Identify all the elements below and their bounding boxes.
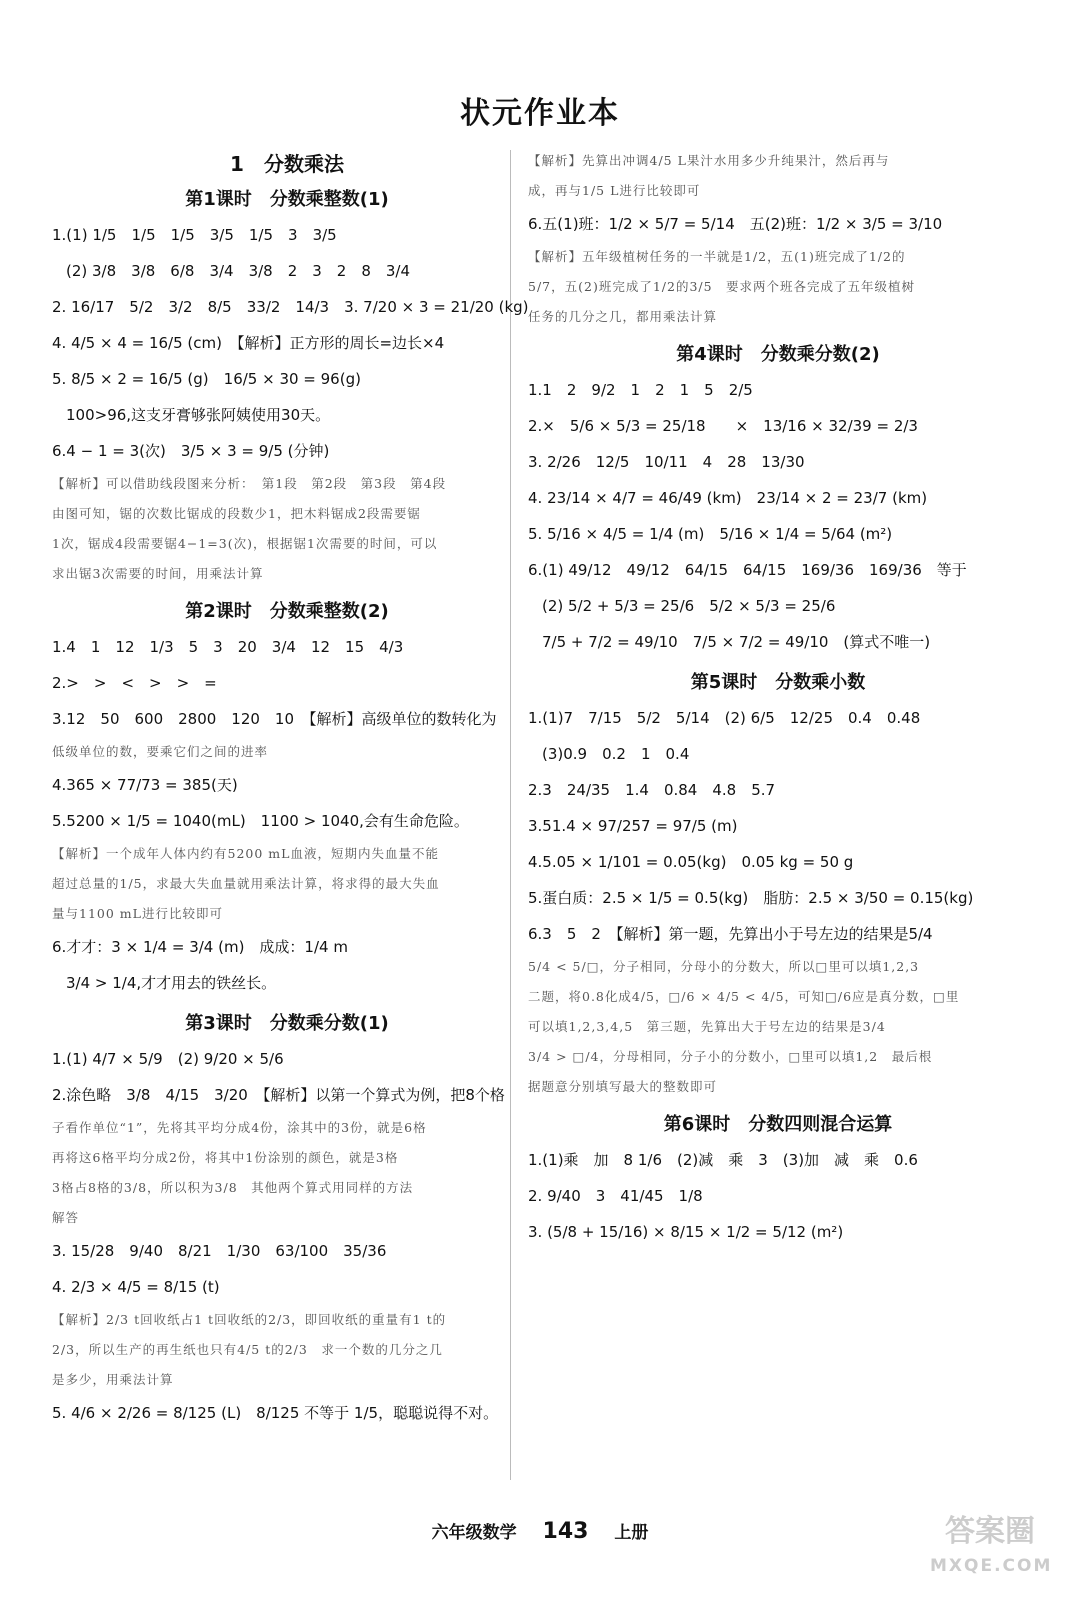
analysis-note: 解答 xyxy=(52,1210,80,1225)
analysis-note: 【解析】2/3 t回收纸占1 t回收纸的2/3，即回收纸的重量有1 t的 xyxy=(52,1312,447,1327)
analysis-note: 是多少，用乘法计算 xyxy=(52,1372,174,1387)
answer-line: 1.(1)乘 加 8 1/6 (2)减 乘 3 (3)加 减 乘 0.6 xyxy=(528,1151,918,1169)
answer-line: 3. (5/8 + 15/16) × 8/15 × 1/2 = 5/12 (m²) xyxy=(528,1223,844,1241)
analysis-note: 2/3，所以生产的再生纸也只有4/5 t的2/3 求一个数的几分之几 xyxy=(52,1342,443,1357)
lesson-heading: 第2课时 分数乘整数(2) xyxy=(185,601,389,622)
analysis-note: 3格占8格的3/8，所以积为3/8 其他两个算式用同样的方法 xyxy=(52,1180,414,1195)
analysis-note: 二题，将0.8化成4/5，□/6 × 4/5 < 4/5，可知□/6应是真分数，□里 xyxy=(528,989,960,1004)
lesson-heading: 第4课时 分数乘分数(2) xyxy=(676,344,880,365)
footer xyxy=(0,1518,1080,1544)
watermark-logo xyxy=(930,1514,1053,1585)
answer-line: 2.涂色略 3/8 4/15 3/20 【解析】以第一个算式为例，把8个格 xyxy=(52,1086,505,1104)
answer-line: 2.3 24/35 1.4 0.84 4.8 5.7 xyxy=(528,781,776,799)
answer-line: 100>96,这支牙膏够张阿姨使用30天。 xyxy=(66,406,331,424)
answer-line: 1.(1) 1/5 1/5 1/5 3/5 1/5 3 3/5 xyxy=(52,226,337,244)
footer-grade: 六年级数学 xyxy=(431,1523,517,1543)
answer-line: 1.(1)7 7/15 5/2 5/14 (2) 6/5 12/25 0.4 0.48 xyxy=(528,709,921,727)
answer-line: (2) 5/2 + 5/3 = 25/6 5/2 × 5/3 = 25/6 xyxy=(542,597,836,615)
analysis-note: 【解析】可以借助线段图来分析： 第1段 第2段 第3段 第4段 xyxy=(52,476,447,491)
analysis-note: 1次，锯成4段需要锯4−1=3(次)，根据锯1次需要的时间，可以 xyxy=(52,536,438,551)
analysis-note: 超过总量的1/5，求最大失血量就用乘法计算，将求得的最大失血 xyxy=(52,876,440,891)
answer-line: 6.4 − 1 = 3(次) 3/5 × 3 = 9/5 (分钟) xyxy=(52,442,330,460)
answer-line: 3.12 50 600 2800 120 10 【解析】高级单位的数转化为 xyxy=(52,710,497,728)
analysis-note: 任务的几分之几，都用乘法计算 xyxy=(528,309,718,324)
answer-line: 5.5200 × 1/5 = 1040(mL) 1100 > 1040,会有生命危险。 xyxy=(52,812,469,830)
footer-volume: 上册 xyxy=(614,1523,649,1543)
answer-line: 6.(1) 49/12 49/12 64/15 64/15 169/36 169/36 等于 xyxy=(528,561,967,579)
analysis-note: 低级单位的数，要乘它们之间的进率 xyxy=(52,744,269,759)
answer-line: 4. 2/3 × 4/5 = 8/15 (t) xyxy=(52,1278,220,1296)
answer-line: 2.× 5/6 × 5/3 = 25/18 × 13/16 × 32/39 = 2/3 xyxy=(528,417,918,435)
analysis-note: 【解析】一个成年人体内约有5200 mL血液，短期内失血量不能 xyxy=(52,846,439,861)
left-column xyxy=(52,146,529,1431)
answer-line: 4. 23/14 × 4/7 = 46/49 (km) 23/14 × 2 = 23/7 (km) xyxy=(528,489,928,507)
analysis-note: 量与1100 mL进行比较即可 xyxy=(52,906,223,921)
answer-line: 4.365 × 77/73 = 385(天) xyxy=(52,776,238,794)
answer-line: 5. 5/16 × 4/5 = 1/4 (m) 5/16 × 1/4 = 5/64 (m²) xyxy=(528,525,893,543)
answer-line: (3)0.9 0.2 1 0.4 xyxy=(542,745,690,763)
analysis-note: 求出锯3次需要的时间，用乘法计算 xyxy=(52,566,264,581)
chapter-heading: 1 分数乘法 xyxy=(230,152,344,176)
analysis-note: 成，再与1/5 L进行比较即可 xyxy=(528,183,701,198)
answer-line: 3. 2/26 12/5 10/11 4 28 13/30 xyxy=(528,453,805,471)
analysis-note: 3/4 > □/4，分母相同，分子小的分数小，□里可以填1,2 最后根 xyxy=(528,1049,933,1064)
answer-line: 2.> > < > > = xyxy=(52,674,217,692)
lesson-heading: 第3课时 分数乘分数(1) xyxy=(185,1013,389,1034)
answer-line: 5.蛋白质：2.5 × 1/5 = 0.5(kg) 脂肪：2.5 × 3/50 = 0.15(kg) xyxy=(528,889,974,907)
answer-line: 7/5 + 7/2 = 49/10 7/5 × 7/2 = 49/10 (算式不唯一) xyxy=(542,633,931,651)
analysis-note: 子看作单位“1”，先将其平均分成4份，涂其中的3份，就是6格 xyxy=(52,1120,427,1135)
answer-line: 5. 8/5 × 2 = 16/5 (g) 16/5 × 30 = 96(g) xyxy=(52,370,361,388)
analysis-note: 5/7，五(2)班完成了1/2的3/5 要求两个班各完成了五年级植树 xyxy=(528,279,916,294)
answer-line: 3.51.4 × 97/257 = 97/5 (m) xyxy=(528,817,738,835)
analysis-note: 【解析】先算出冲调4/5 L果汁水用多少升纯果汁，然后再与 xyxy=(528,153,890,168)
answer-line: 1.4 1 12 1/3 5 3 20 3/4 12 15 4/3 xyxy=(52,638,404,656)
answer-line: 2. 16/17 5/2 3/2 8/5 33/2 14/3 3. 7/20 × 3 = 21/20 (kg) xyxy=(52,298,529,316)
page-number: 143 xyxy=(542,1519,589,1544)
answer-line: 4.5.05 × 1/101 = 0.05(kg) 0.05 kg = 50 g xyxy=(528,853,854,871)
right-column xyxy=(528,146,1028,1250)
lesson-heading: 第6课时 分数四则混合运算 xyxy=(663,1114,893,1135)
analysis-note: 5/4 < 5/□，分子相同，分母小的分数大，所以□里可以填1,2,3 xyxy=(528,959,920,974)
answer-line: 1.(1) 4/7 × 5/9 (2) 9/20 × 5/6 xyxy=(52,1050,284,1068)
answer-line: 6.五(1)班：1/2 × 5/7 = 5/14 五(2)班：1/2 × 3/5 = 3/10 xyxy=(528,215,943,233)
page-title: 状元作业本 xyxy=(460,96,620,131)
answer-line: 5. 4/6 × 2/26 = 8/125 (L) 8/125 不等于 1/5，聪聪说得不对。 xyxy=(52,1404,499,1422)
answer-line: (2) 3/8 3/8 6/8 3/4 3/8 2 3 2 8 3/4 xyxy=(66,262,411,280)
analysis-note: 【解析】五年级植树任务的一半就是1/2，五(1)班完成了1/2的 xyxy=(528,249,906,264)
watermark-top: 答案圈 xyxy=(945,1514,1035,1549)
answer-line: 1.1 2 9/2 1 2 1 5 2/5 xyxy=(528,381,753,399)
answer-line: 2. 9/40 3 41/45 1/8 xyxy=(528,1187,703,1205)
answer-line: 6.3 5 2 【解析】第一题，先算出小于号左边的结果是5/4 xyxy=(528,925,933,943)
answer-line: 3/4 > 1/4,才才用去的铁丝长。 xyxy=(66,974,277,992)
analysis-note: 再将这6格平均分成2份，将其中1份涂别的颜色，就是3格 xyxy=(52,1150,399,1165)
analysis-note: 据题意分别填写最大的整数即可 xyxy=(528,1079,718,1094)
analysis-note: 可以填1,2,3,4,5 第三题，先算出大于号左边的结果是3/4 xyxy=(528,1019,886,1034)
answer-line: 4. 4/5 × 4 = 16/5 (cm) 【解析】正方形的周长=边长×4 xyxy=(52,334,445,352)
answer-line: 6.才才：3 × 1/4 = 3/4 (m) 成成：1/4 m xyxy=(52,938,348,956)
watermark-bottom: MXQE.COM xyxy=(930,1556,1053,1576)
answer-line: 3. 15/28 9/40 8/21 1/30 63/100 35/36 xyxy=(52,1242,387,1260)
analysis-note: 由图可知，锯的次数比锯成的段数少1，把木料锯成2段需要锯 xyxy=(52,506,421,521)
lesson-heading: 第1课时 分数乘整数(1) xyxy=(185,189,389,210)
lesson-heading: 第5课时 分数乘小数 xyxy=(690,672,866,693)
